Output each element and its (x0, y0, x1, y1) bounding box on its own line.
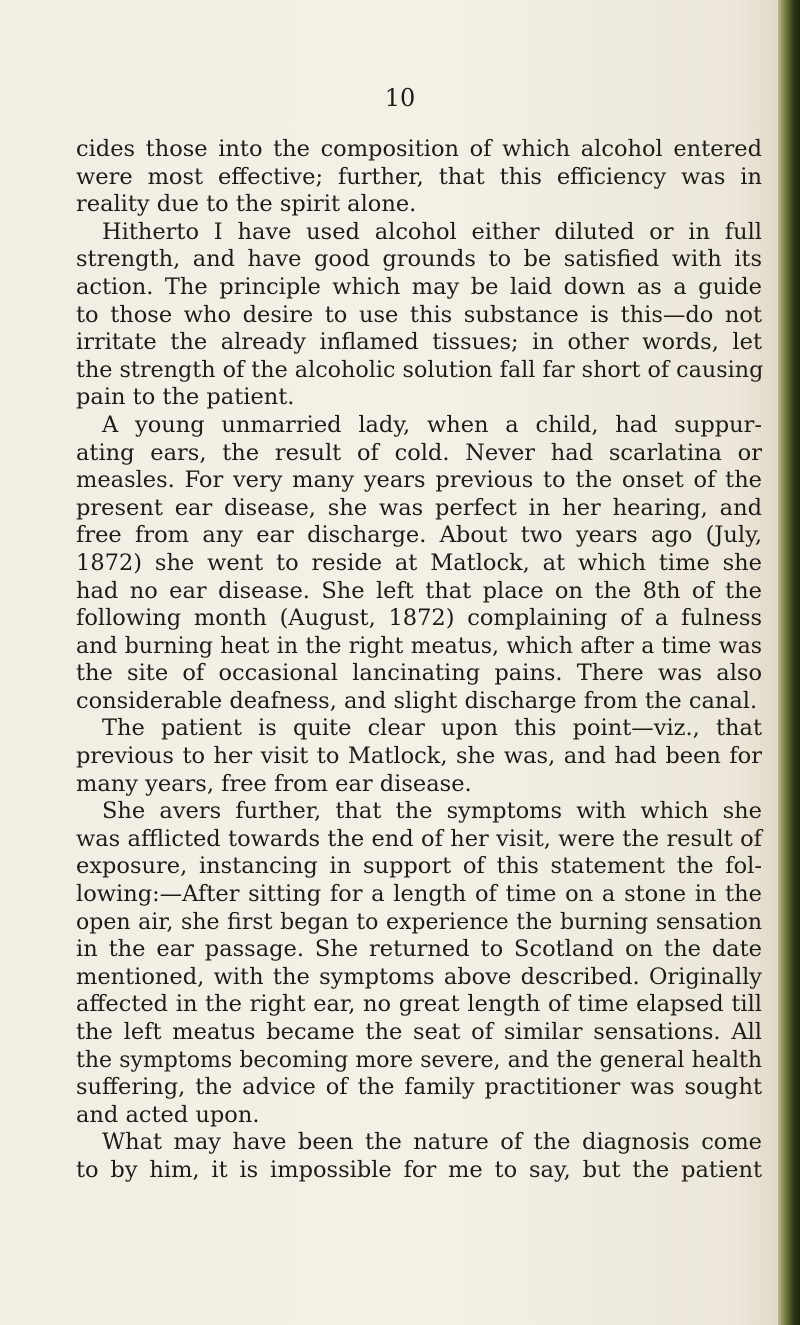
text-line: measles. For very many years previous to the onset of the (76, 467, 762, 494)
text-line: lowing:—After sitting for a length of time on a stone in the (76, 881, 762, 908)
text-line: open air, she first began to experience the burning sensation (76, 909, 762, 935)
text-line: mentioned, with the symptoms above described. Originally (76, 963, 762, 990)
text-line: free from any ear discharge. About two years ago (July, (76, 522, 762, 549)
body-text (76, 136, 762, 1185)
text-line: to those who desire to use this substance is this—do not (76, 301, 762, 328)
page-number: 10 (384, 84, 416, 112)
text-line: the symptoms becoming more severe, and the general health (76, 1047, 762, 1073)
text-line: cides those into the composition of which alcohol entered (76, 136, 762, 162)
text-line: reality due to the spirit alone. (76, 191, 417, 218)
text-line: exposure, instancing in support of this statement the fol- (76, 853, 762, 880)
text-line: previous to her visit to Matlock, she was, and had been for (76, 743, 762, 770)
text-line: many years, free from ear disease. (76, 770, 472, 797)
text-line: A young unmarried lady, when a child, had suppur- (102, 411, 762, 438)
text-line: and burning heat in the right meatus, which after a time was (76, 633, 762, 659)
text-line: had no ear disease. She left that place on the 8th of the (76, 577, 762, 604)
text-line: to by him, it is impossible for me to say, but the patient (76, 1156, 762, 1183)
text-line: the left meatus became the seat of similar sensations. All (76, 1019, 762, 1045)
text-line: considerable deafness, and slight discharge from the canal. (76, 687, 758, 714)
text-line: following month (August, 1872) complaining of a fulness (76, 605, 762, 632)
text-line: pain to the patient. (76, 384, 295, 411)
text-line: were most effective; further, that this efficiency was in (76, 163, 762, 190)
text-line: Hitherto I have used alcohol either diluted or in full (102, 218, 762, 245)
text-line: 1872) she went to reside at Matlock, at which time she (76, 549, 762, 576)
text-line: affected in the right ear, no great length of time elapsed till (76, 991, 762, 1018)
page-edge-shadow (778, 0, 800, 1325)
text-line: was afflicted towards the end of her visit, were the result of (76, 825, 762, 852)
text-line: in the ear passage. She returned to Scotland on the date (76, 936, 762, 963)
text-line: She avers further, that the symptoms with which she (102, 798, 762, 825)
text-line: irritate the already inflamed tissues; in other words, let (76, 329, 762, 356)
text-line: the site of occasional lancinating pains. There was also (76, 660, 762, 687)
text-line: and acted upon. (76, 1101, 260, 1128)
text-line: present ear disease, she was perfect in her hearing, and (76, 494, 762, 521)
text-line: ating ears, the result of cold. Never had scarlatina or (76, 439, 762, 466)
text-line: action. The principle which may be laid down as a guide (76, 273, 762, 300)
text-line: The patient is quite clear upon this point—viz., that (102, 715, 762, 742)
text-line: suffering, the advice of the family practitioner was sought (76, 1074, 762, 1101)
text-line: What may have been the nature of the diagnosis come (102, 1129, 762, 1156)
text-line: the strength of the alcoholic solution fall far short of causing (76, 356, 764, 383)
text-line: strength, and have good grounds to be satisfied with its (76, 246, 762, 273)
